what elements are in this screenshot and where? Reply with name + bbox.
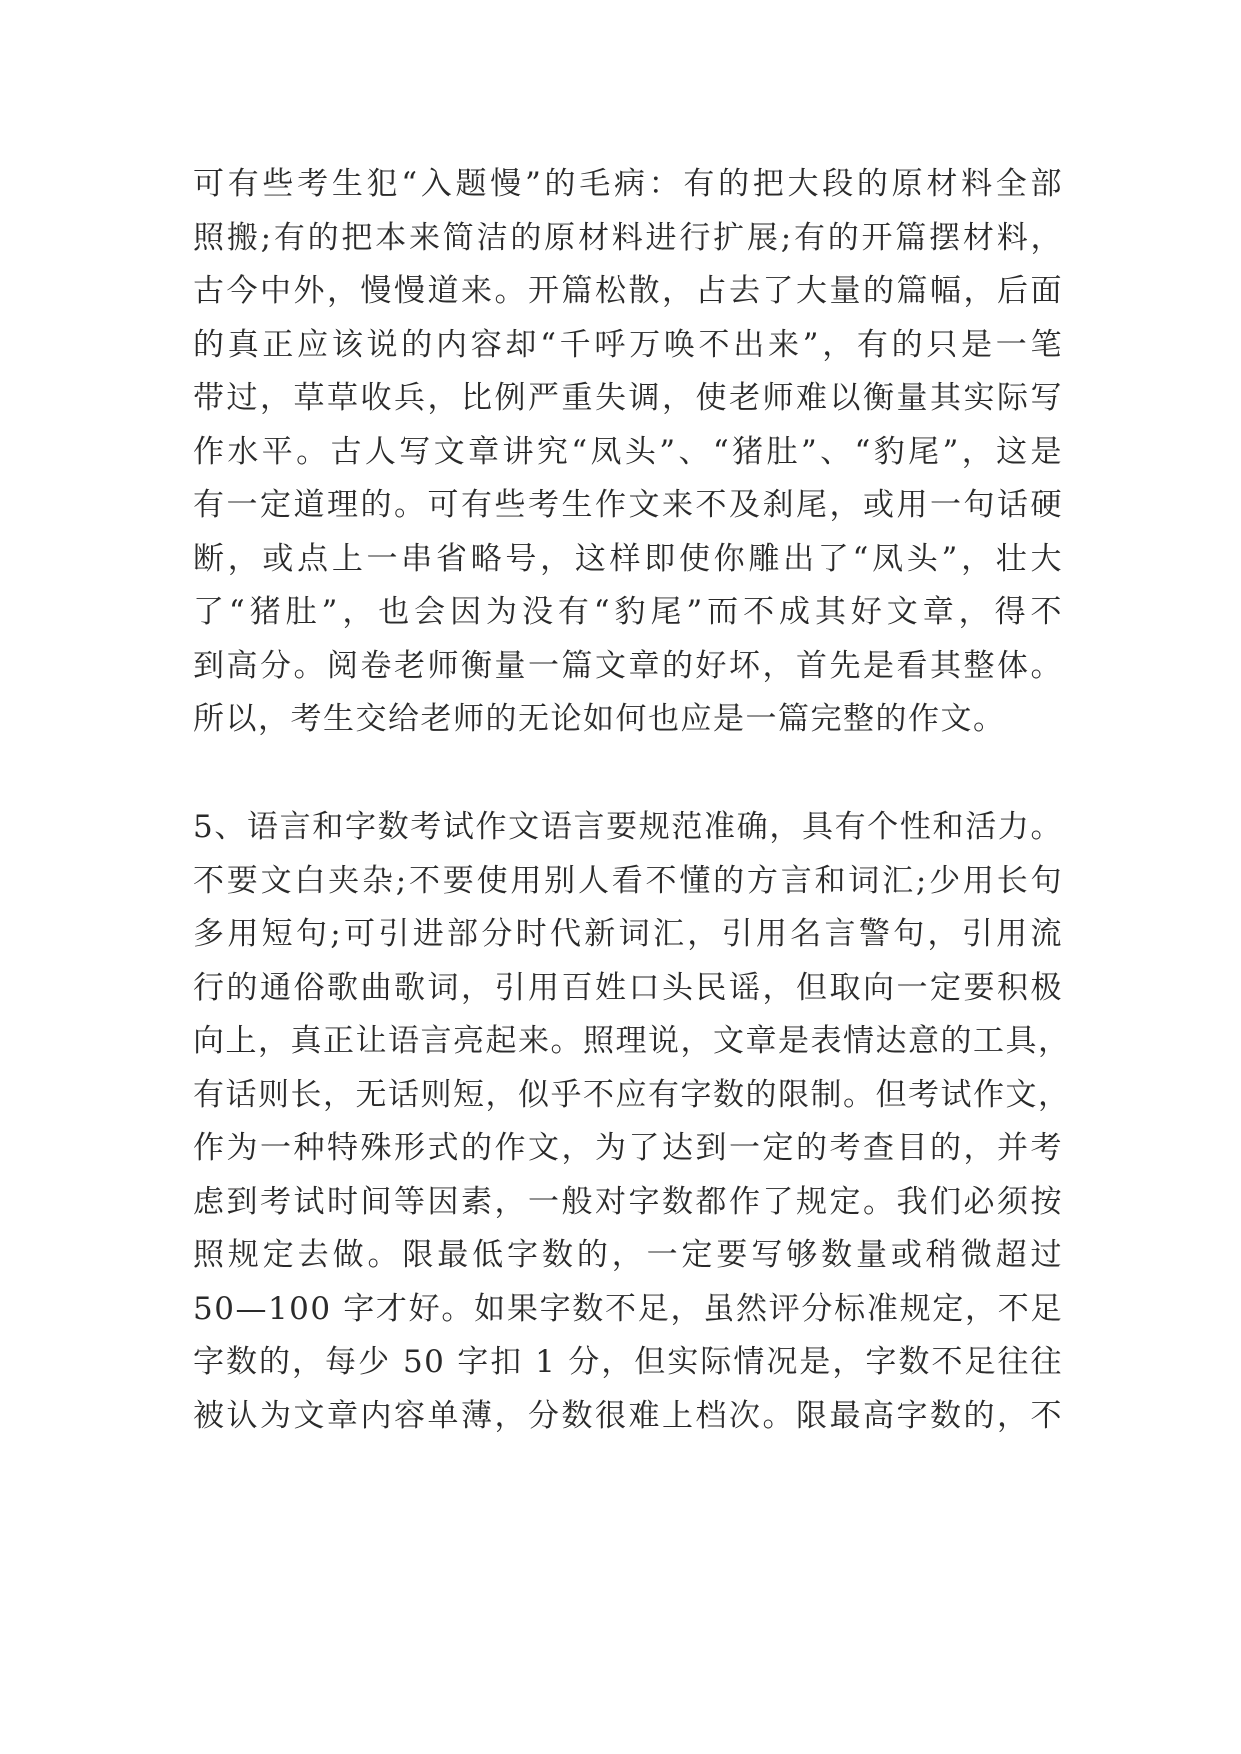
text-line: 照规定去做。限最低字数的，一定要写够数量或稍微超过 (193, 1237, 1063, 1273)
text-line: 断，或点上一串省略号，这样即使你雕出了“凤头”，壮大 (193, 540, 1063, 577)
text-line: 到高分。阅卷老师衡量一篇文章的好坏，首先是看其整体。 (193, 647, 1063, 684)
text-line: 作为一种特殊形式的作文，为了达到一定的考查目的，并考 (193, 1130, 1063, 1166)
text-line: 所以，考生交给老师的无论如何也应是一篇完整的作文。 (193, 701, 1006, 737)
text-line: 向上，真正让语言亮起来。照理说，文章是表情达意的工具， (193, 1023, 1071, 1059)
text-line: 行的通俗歌曲歌词，引用百姓口头民谣，但取向一定要积极 (193, 969, 1063, 1006)
text-line: 被认为文章内容单薄，分数很难上档次。限最高字数的，不 (193, 1397, 1063, 1434)
text-line: 作水平。古人写文章讲究“凤头”、“猪肚”、“豹尾”，这是 (193, 433, 1063, 470)
paragraph-language-word-count (193, 801, 1071, 1443)
text-line: 5、语言和字数考试作文语言要规范准确，具有个性和活力。 (193, 809, 1063, 845)
text-line: 不要文白夹杂;不要使用别人看不懂的方言和词汇;少用长句 (193, 862, 1063, 899)
text-line: 带过，草草收兵，比例严重失调，使老师难以衡量其实际写 (193, 380, 1063, 416)
text-line: 了“猪肚”，也会因为没有“豹尾”而不成其好文章，得不 (193, 594, 1063, 630)
text-line: 照搬;有的把本来简洁的原材料进行扩展;有的开篇摆材料， (193, 219, 1063, 256)
text-line: 多用短句;可引进部分时代新词汇，引用名言警句，引用流 (193, 916, 1063, 952)
text-line: 字数的，每少 50 字扣 1 分，但实际情况是，字数不足往往 (193, 1344, 1063, 1380)
text-line: 虑到考试时间等因素，一般对字数都作了规定。我们必须按 (193, 1183, 1063, 1220)
text-line: 有话则长，无话则短，似乎不应有字数的限制。但考试作文， (193, 1076, 1071, 1113)
text-line: 古今中外，慢慢道来。开篇松散，占去了大量的篇幅，后面 (193, 273, 1063, 309)
text-line: 可有些考生犯“入题慢”的毛病：有的把大段的原材料全部 (193, 166, 1063, 202)
text-line: 50—100 字才好。如果字数不足，虽然评分标准规定，不足 (193, 1290, 1063, 1327)
text-line: 的真正应该说的内容却“千呼万唤不出来”，有的只是一笔 (193, 326, 1063, 363)
paragraph-intro-slow (193, 158, 1063, 747)
text-line: 有一定道理的。可有些考生作文来不及刹尾，或用一句话硬 (193, 487, 1063, 523)
